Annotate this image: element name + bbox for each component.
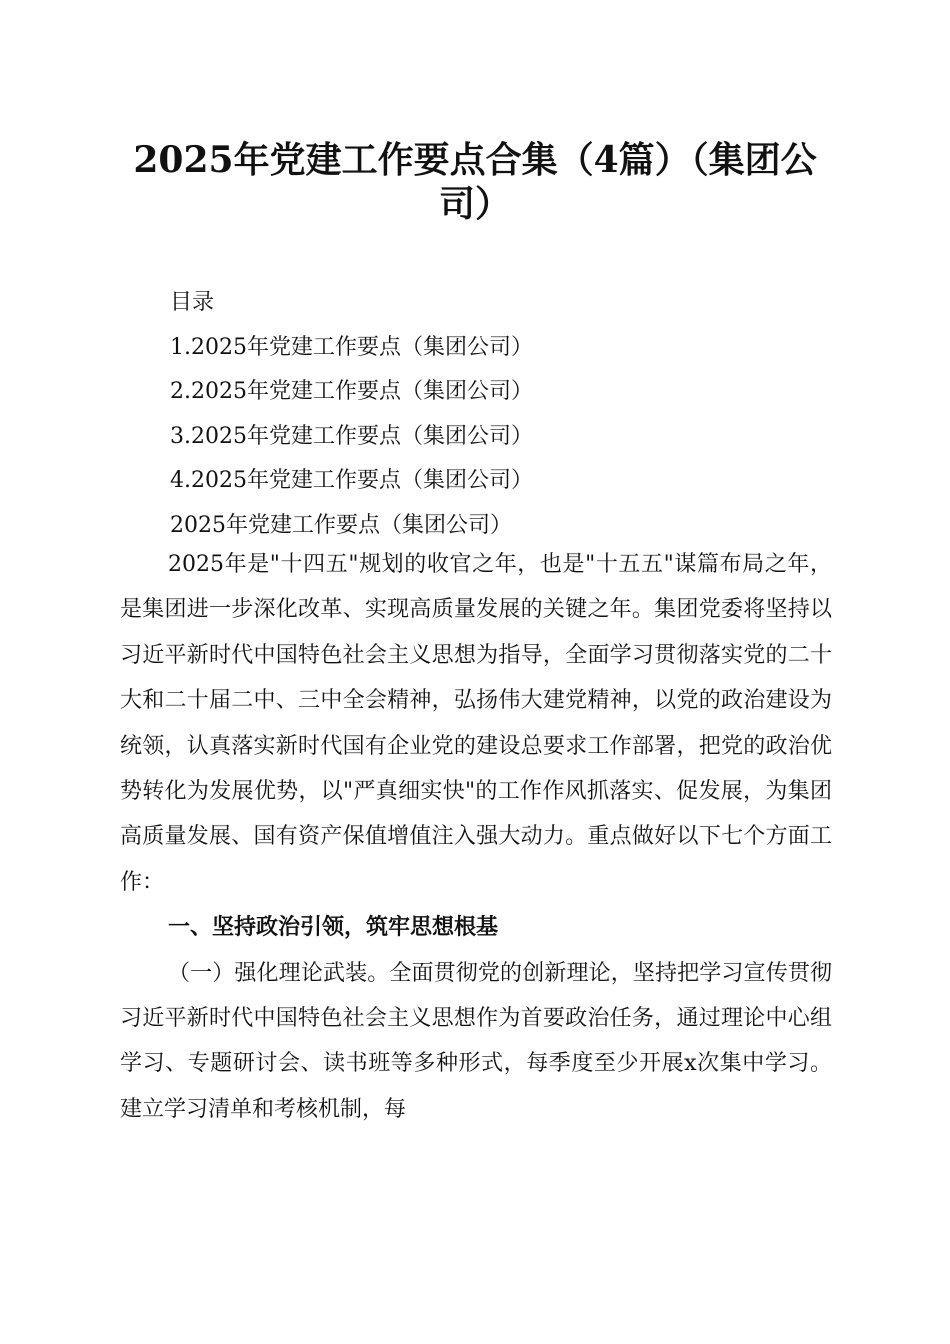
toc-item-4: 4.2025年党建工作要点（集团公司）: [170, 468, 533, 493]
section-1-paragraph: （一）强化理论武装。全面贯彻党的创新理论，坚持把学习宣传贯彻习近平新时代中国特色社会主义思想作为首要政治任务，通过理论中心组学习、专题研讨会、读书班等多种形式，每季度至少开展x次集中学习。建立学习清单和考核机制，每: [120, 960, 832, 1122]
toc-heading: 目录: [170, 290, 215, 315]
section-1-heading: 一、坚持政治引领，筑牢思想根基: [168, 915, 499, 941]
toc-item-3: 3.2025年党建工作要点（集团公司）: [170, 423, 533, 449]
section-title: 2025年党建工作要点（集团公司）: [170, 512, 512, 538]
document-title: 2025年党建工作要点合集（4篇）（集团公司）: [133, 139, 817, 225]
toc-item-2: 2.2025年党建工作要点（集团公司）: [170, 379, 533, 404]
document-body: [120, 542, 832, 1132]
table-of-contents: [170, 281, 810, 548]
toc-item-1: 1.2025年党建工作要点（集团公司）: [170, 334, 533, 360]
intro-paragraph: 2025年是"十四五"规划的收官之年，也是"十五五"谋篇布局之年，是集团进一步深化改革、实现高质量发展的关键之年。集团党委将坚持以习近平新时代中国特色社会主义思想为指导，全面学习贯彻落实党的二十大和二十届二中、三中全会精神，弘扬伟大建党精神，以党的政治建设为统领，认真落实新时代国有企业党的建设总要求工作部署，把党的政治优势转化为发展优势，以"严真细实快"的工作作风抓落实、促发展，为集团高质量发展、国有资产保值增值注入强大动力。重点做好以下七个方面工作：: [120, 552, 832, 895]
